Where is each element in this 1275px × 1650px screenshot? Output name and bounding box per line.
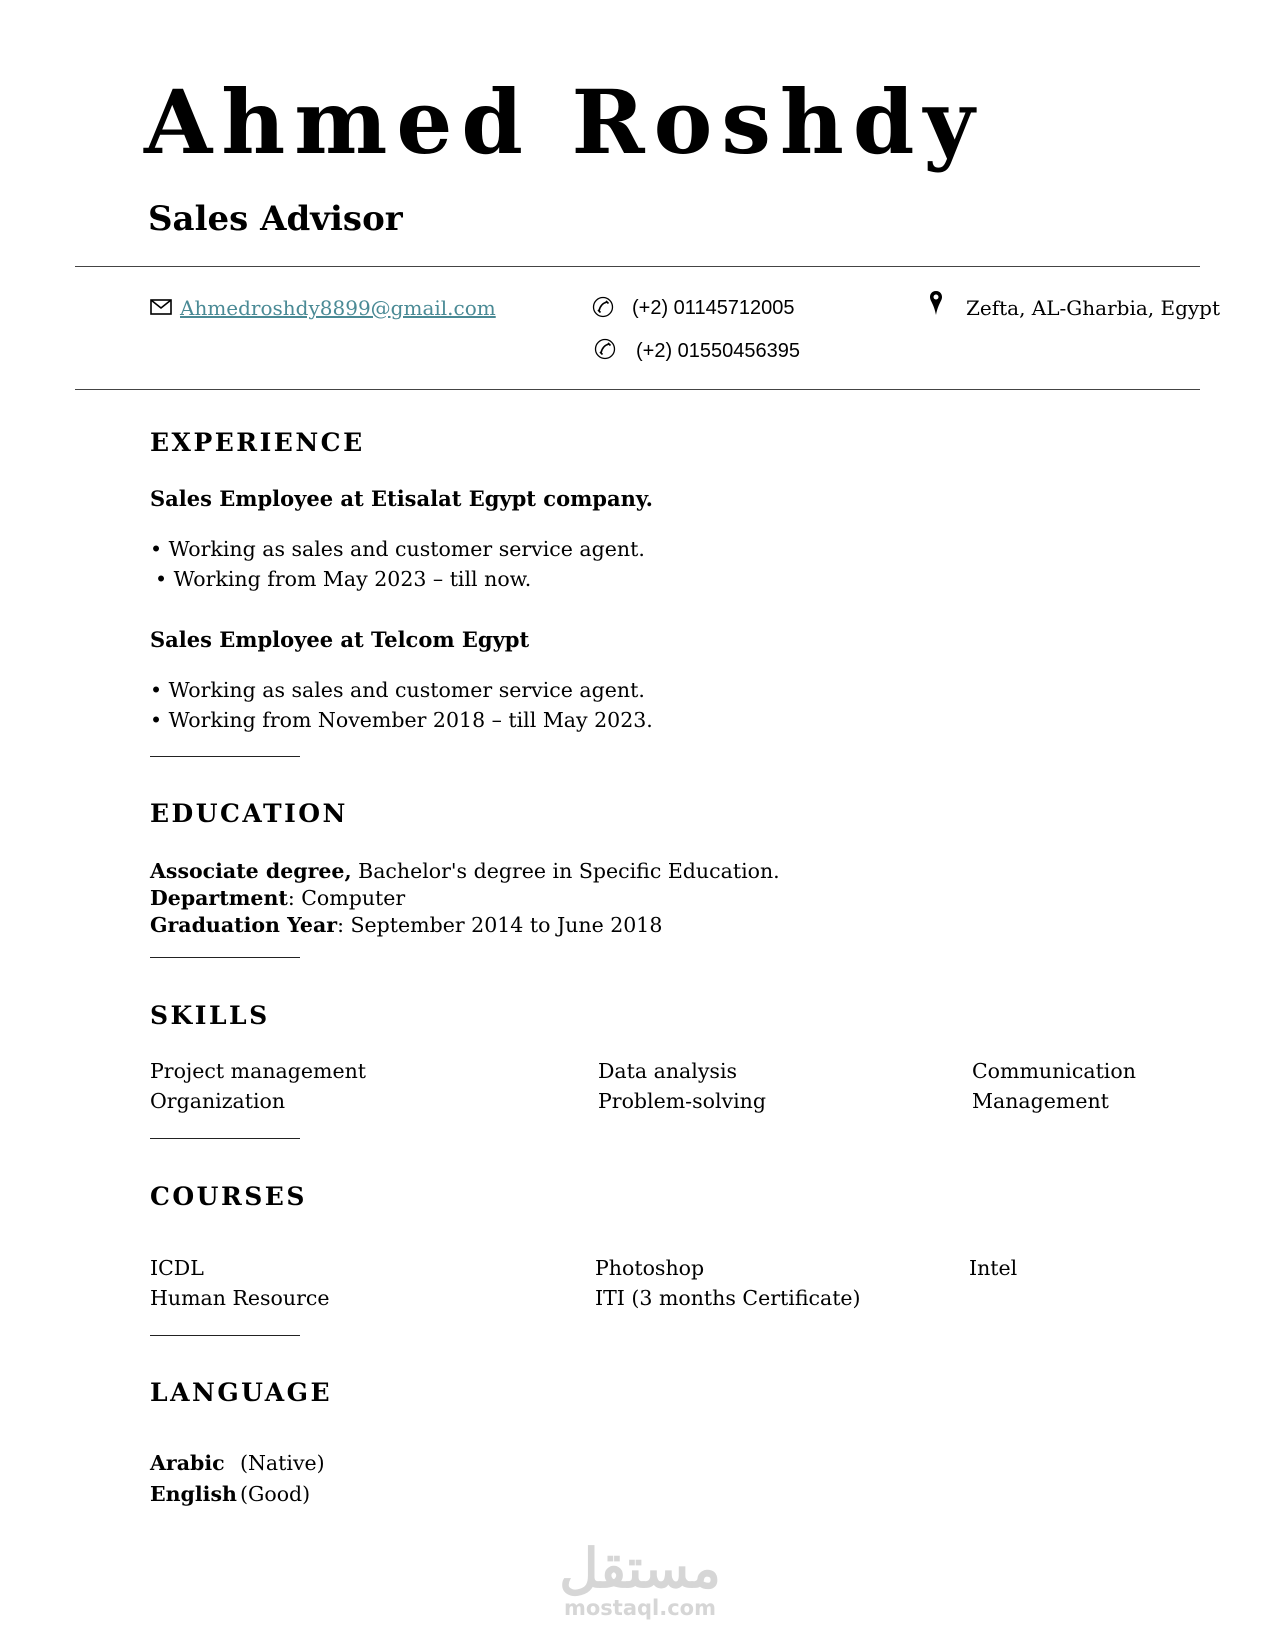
skill-item: Problem-solving	[598, 1089, 766, 1113]
skill-item: Organization	[150, 1089, 286, 1113]
envelope-icon	[150, 299, 172, 315]
watermark-latin: mostaql.com	[564, 1596, 716, 1620]
section-divider	[150, 957, 300, 958]
course-item: Photoshop	[595, 1256, 705, 1280]
education-degree	[150, 858, 780, 885]
education-graduation-label: Graduation Year	[150, 913, 338, 937]
language-name: Arabic	[150, 1451, 225, 1475]
course-item: Human Resource	[150, 1286, 330, 1310]
job-2-bullet-1: • Working as sales and customer service agent.	[150, 678, 645, 702]
location-text: Zefta, AL-Gharbia, Egypt	[966, 296, 1221, 320]
courses-heading: COURSES	[150, 1182, 307, 1211]
phone-icon	[592, 296, 614, 318]
section-divider	[150, 756, 300, 757]
phone-number-2[interactable]: (+2) 01550456395	[636, 340, 801, 362]
course-item: ICDL	[150, 1256, 204, 1280]
job-title: Sales Advisor	[148, 199, 403, 239]
section-divider	[150, 1138, 300, 1139]
education-degree-value: Bachelor's degree in Specific Education.	[351, 859, 780, 883]
education-department	[150, 885, 405, 912]
language-name: English	[150, 1482, 237, 1506]
language-heading: LANGUAGE	[150, 1378, 333, 1407]
course-item: ITI (3 months Certificate)	[595, 1286, 861, 1310]
phone-icon	[594, 338, 616, 360]
course-item: Intel	[969, 1256, 1018, 1280]
skill-item: Project management	[150, 1059, 367, 1083]
skills-heading: SKILLS	[150, 1001, 270, 1030]
map-pin-icon	[928, 290, 944, 316]
education-graduation-value: : September 2014 to June 2018	[337, 913, 663, 937]
education-graduation	[150, 912, 662, 939]
candidate-name: Ahmed Roshdy	[144, 70, 984, 174]
skill-item: Communication	[972, 1059, 1136, 1083]
top-divider	[75, 266, 1200, 267]
skill-item: Management	[972, 1089, 1109, 1113]
education-department-label: Department	[150, 886, 288, 910]
education-department-value: : Computer	[287, 886, 406, 910]
job-2-title: Sales Employee at Telcom Egypt	[150, 627, 530, 652]
language-level: (Native)	[240, 1451, 325, 1475]
education-degree-label: Associate degree,	[150, 859, 352, 883]
job-2-bullet-2: • Working from November 2018 – till May 2023.	[150, 708, 653, 732]
job-1-bullet-2: • Working from May 2023 – till now.	[155, 567, 532, 591]
section-divider	[150, 1335, 300, 1336]
job-1-bullet-1: • Working as sales and customer service agent.	[150, 537, 645, 561]
phone-number-1[interactable]: (+2) 01145712005	[632, 297, 795, 319]
mostaql-watermark	[540, 1536, 740, 1620]
language-level: (Good)	[240, 1482, 311, 1506]
skill-item: Data analysis	[598, 1059, 738, 1083]
watermark-arabic: مستقل	[559, 1536, 721, 1600]
contact-divider	[75, 389, 1200, 390]
education-heading: EDUCATION	[150, 799, 348, 828]
experience-heading: EXPERIENCE	[150, 428, 365, 457]
email-link[interactable]: Ahmedroshdy8899@gmail.com	[180, 296, 496, 320]
job-1-title: Sales Employee at Etisalat Egypt company.	[150, 486, 653, 511]
